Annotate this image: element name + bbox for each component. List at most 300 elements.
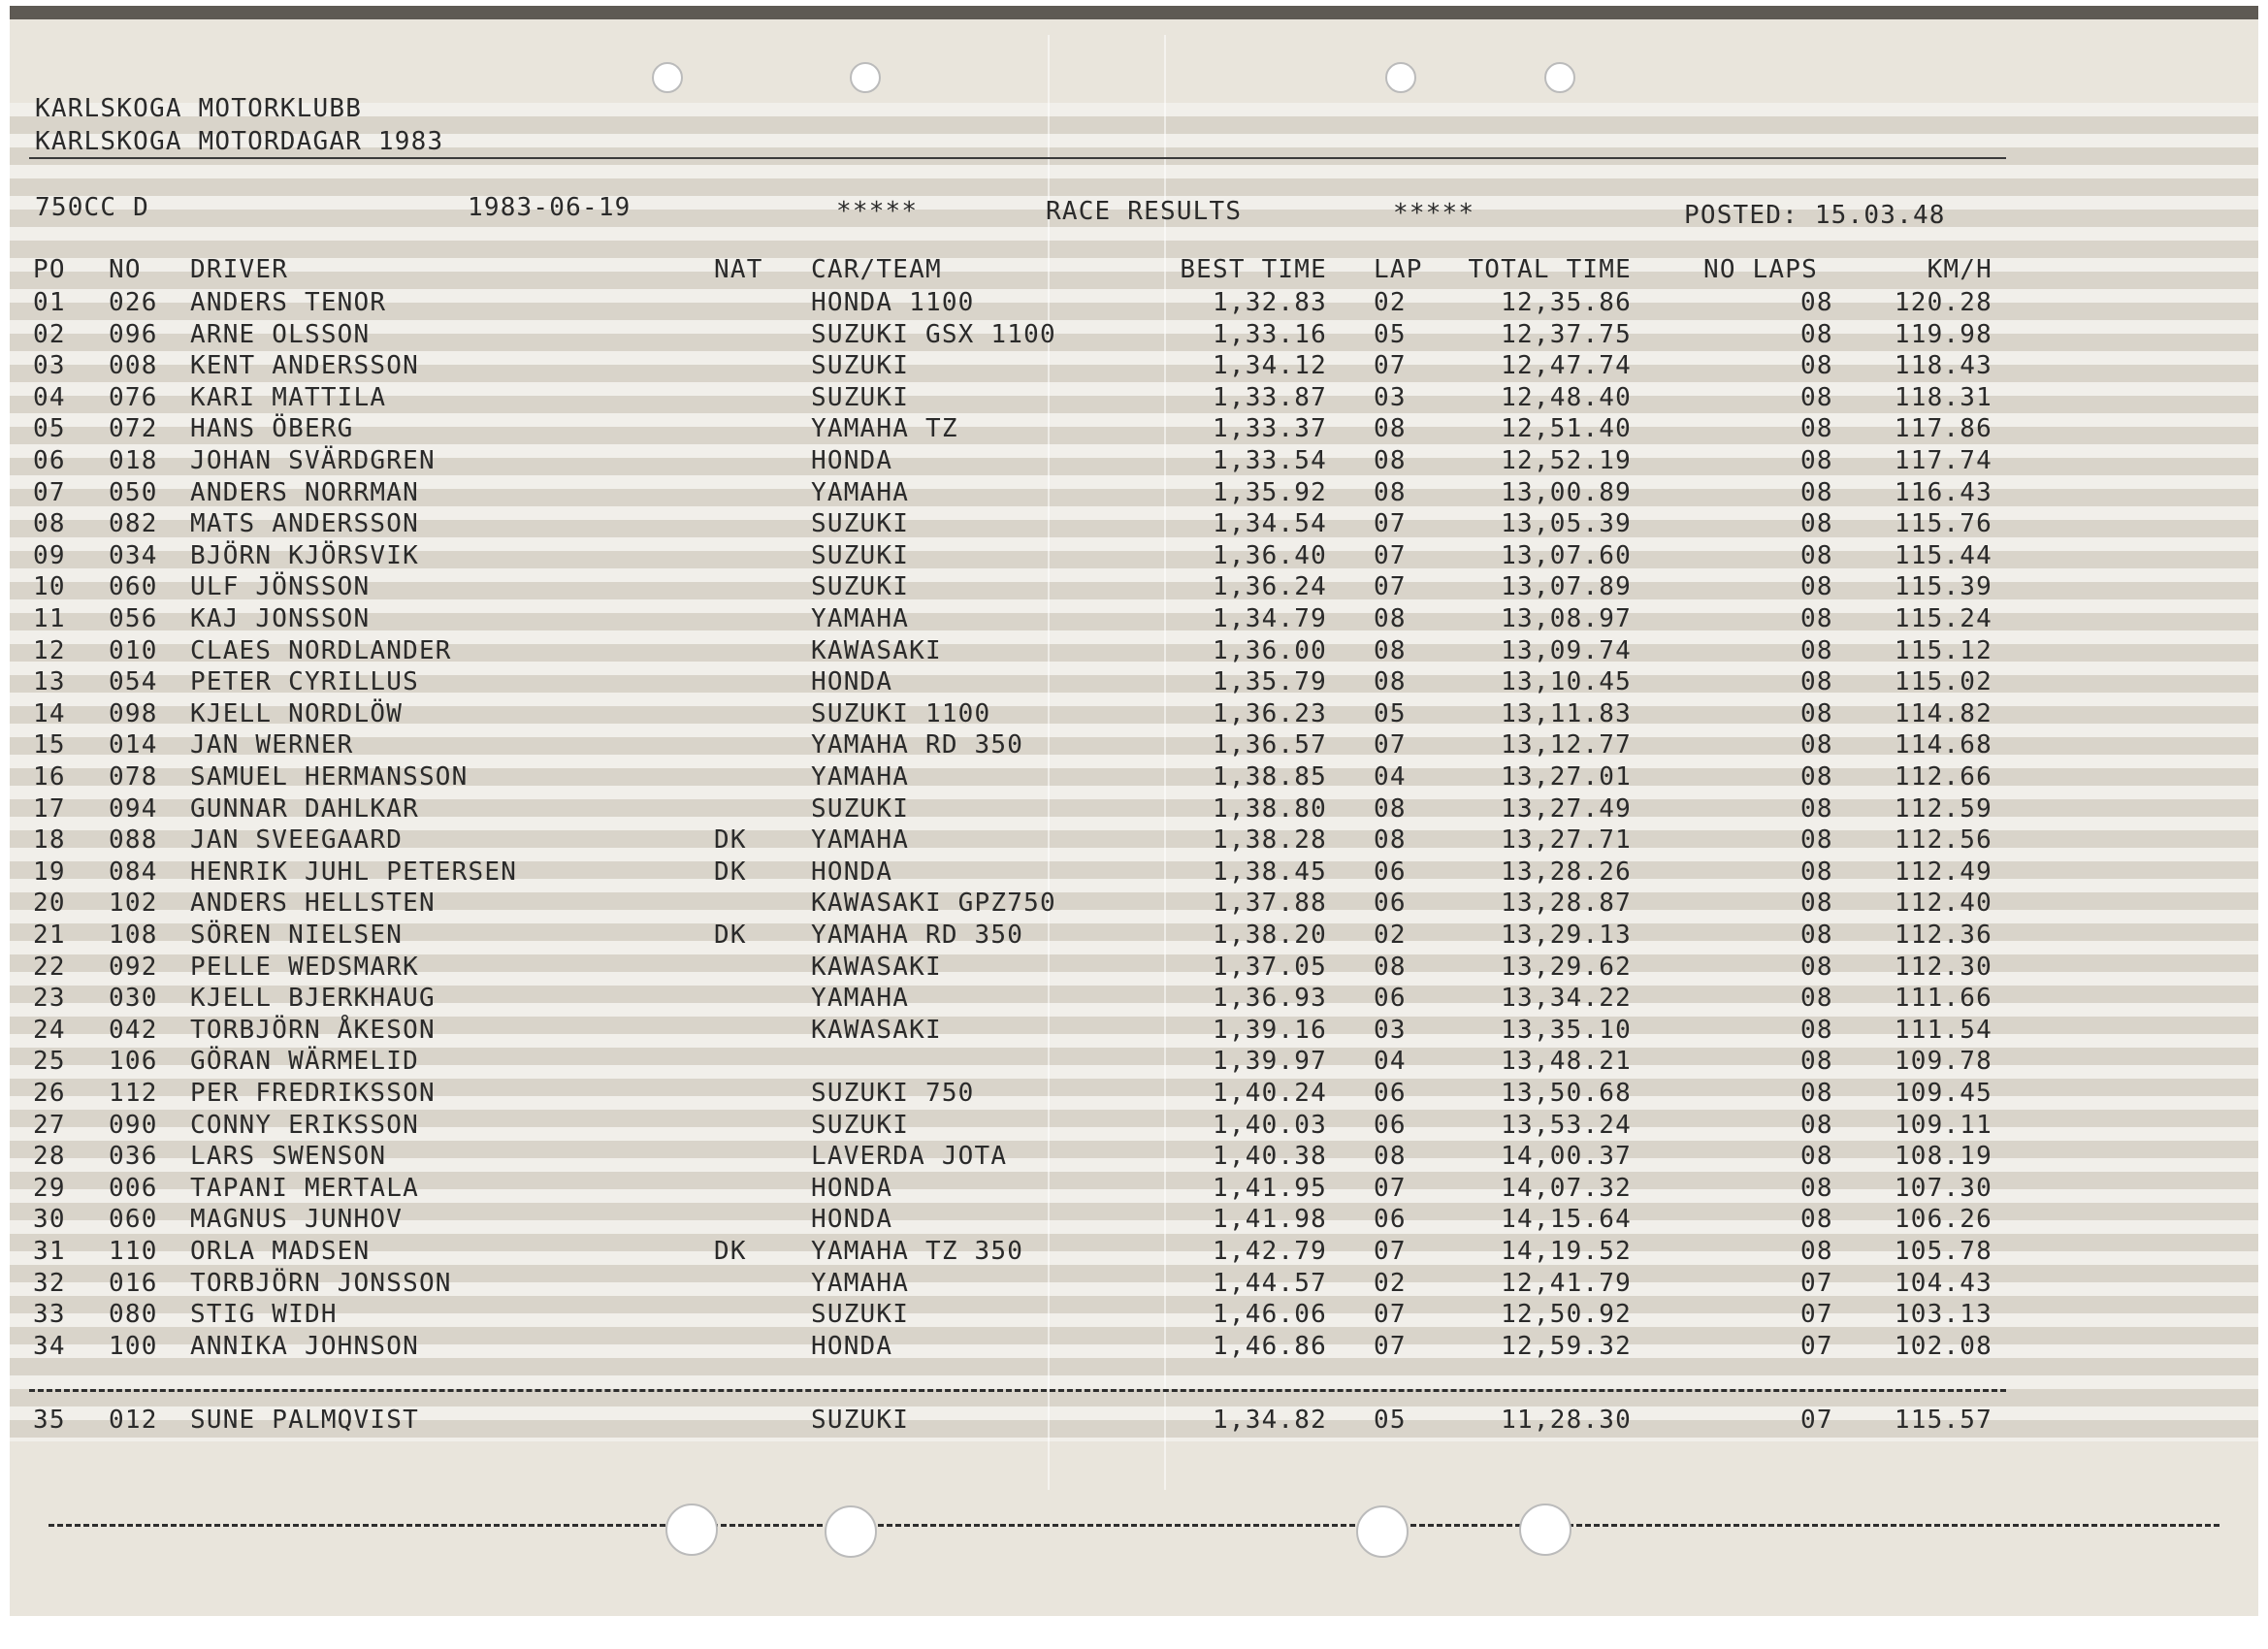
cell-lap: 08 xyxy=(1374,825,1407,856)
cell-no: 056 xyxy=(109,604,158,633)
cell-best-time: 1,41.98 xyxy=(1213,1205,1327,1235)
cell-lap: 06 xyxy=(1374,889,1407,919)
stars-left: ***** xyxy=(836,197,919,226)
cell-kmh: 112.30 xyxy=(1894,952,1993,982)
cell-lap: 06 xyxy=(1374,1079,1407,1108)
cell-no-laps: 08 xyxy=(1800,540,1833,570)
col-driver: DRIVER xyxy=(190,255,289,284)
cell-best-time: 1,33.87 xyxy=(1213,382,1327,412)
table-row xyxy=(10,1405,2258,1436)
cell-no-laps: 07 xyxy=(1800,1268,1833,1298)
cell-no-laps: 08 xyxy=(1800,319,1833,349)
cell-kmh: 109.78 xyxy=(1894,1047,1993,1077)
cell-po: 19 xyxy=(33,857,66,887)
cell-no: 060 xyxy=(109,572,158,602)
cell-kmh: 106.26 xyxy=(1894,1205,1993,1235)
cell-driver: ANDERS TENOR xyxy=(190,288,387,317)
cell-lap: 06 xyxy=(1374,857,1407,887)
cell-po: 10 xyxy=(33,572,66,602)
col-no: NO xyxy=(109,255,142,284)
cell-car: YAMAHA xyxy=(811,477,910,507)
cell-no: 076 xyxy=(109,382,158,412)
cell-driver: MAGNUS JUNHOV xyxy=(190,1205,404,1235)
cell-no-laps: 08 xyxy=(1800,1205,1833,1235)
cell-kmh: 112.40 xyxy=(1894,889,1993,919)
cell-car: HONDA xyxy=(811,1173,893,1203)
cell-driver: JAN SVEEGAARD xyxy=(190,825,404,856)
cell-driver: GUNNAR DAHLKAR xyxy=(190,793,419,824)
cell-total-time: 13,00.89 xyxy=(1501,477,1632,507)
cell-no: 100 xyxy=(109,1331,158,1361)
cell-no-laps: 07 xyxy=(1800,1300,1833,1330)
cell-driver: ULF JÖNSSON xyxy=(190,572,371,602)
cell-best-time: 1,40.24 xyxy=(1213,1079,1327,1108)
cell-driver: TORBJÖRN ÅKESON xyxy=(190,1015,436,1045)
cell-driver: ORLA MADSEN xyxy=(190,1237,371,1266)
cell-best-time: 1,38.45 xyxy=(1213,857,1327,887)
cell-best-time: 1,42.79 xyxy=(1213,1237,1327,1266)
table-row xyxy=(10,1204,2258,1235)
cell-nat: DK xyxy=(714,921,747,950)
cell-po: 13 xyxy=(33,667,66,697)
cell-po: 20 xyxy=(33,889,66,919)
cell-best-time: 1,40.03 xyxy=(1213,1110,1327,1140)
table-row xyxy=(10,1173,2258,1204)
cell-no: 042 xyxy=(109,1015,158,1045)
table-row xyxy=(10,761,2258,792)
cell-no: 010 xyxy=(109,635,158,665)
cell-car: SUZUKI xyxy=(811,572,910,602)
tear-line xyxy=(49,1524,2219,1527)
cell-no: 050 xyxy=(109,477,158,507)
cell-po: 30 xyxy=(33,1205,66,1235)
cell-total-time: 14,07.32 xyxy=(1501,1173,1632,1203)
cell-kmh: 112.66 xyxy=(1894,762,1993,792)
club-name: KARLSKOGA MOTORKLUBB xyxy=(35,94,363,123)
cell-driver: ANNIKA JOHNSON xyxy=(190,1331,419,1361)
cell-best-time: 1,38.20 xyxy=(1213,921,1327,950)
cell-driver: TAPANI MERTALA xyxy=(190,1173,419,1203)
cell-kmh: 114.68 xyxy=(1894,730,1993,760)
cell-car: SUZUKI xyxy=(811,540,910,570)
cell-po: 32 xyxy=(33,1268,66,1298)
cell-car: KAWASAKI xyxy=(811,1015,942,1045)
cell-po: 22 xyxy=(33,952,66,982)
table-row xyxy=(10,1299,2258,1330)
cell-total-time: 12,50.92 xyxy=(1501,1300,1632,1330)
cell-best-time: 1,33.37 xyxy=(1213,414,1327,444)
cell-po: 25 xyxy=(33,1047,66,1077)
cell-no-laps: 07 xyxy=(1800,1331,1833,1361)
cell-po: 08 xyxy=(33,509,66,539)
cell-lap: 02 xyxy=(1374,288,1407,317)
punch-hole xyxy=(1356,1505,1409,1558)
cell-no: 110 xyxy=(109,1237,158,1266)
cell-lap: 06 xyxy=(1374,1110,1407,1140)
cell-car: HONDA 1100 xyxy=(811,288,975,317)
col-po: PO xyxy=(33,255,66,284)
cell-lap: 05 xyxy=(1374,1406,1407,1435)
cell-car: KAWASAKI GPZ750 xyxy=(811,889,1056,919)
cell-car: YAMAHA TZ xyxy=(811,414,958,444)
cell-total-time: 13,29.62 xyxy=(1501,952,1632,982)
cell-no: 014 xyxy=(109,730,158,760)
cell-driver: PETER CYRILLUS xyxy=(190,667,419,697)
cell-lap: 07 xyxy=(1374,1300,1407,1330)
cell-car: SUZUKI xyxy=(811,793,910,824)
cell-best-time: 1,38.85 xyxy=(1213,762,1327,792)
cell-car: KAWASAKI xyxy=(811,635,942,665)
cell-lap: 07 xyxy=(1374,1237,1407,1266)
cell-no-laps: 08 xyxy=(1800,730,1833,760)
cell-driver: ARNE OLSSON xyxy=(190,319,371,349)
cell-lap: 03 xyxy=(1374,1015,1407,1045)
cell-best-time: 1,34.79 xyxy=(1213,604,1327,633)
cell-total-time: 12,41.79 xyxy=(1501,1268,1632,1298)
cell-no: 112 xyxy=(109,1079,158,1108)
punch-hole xyxy=(1385,62,1416,93)
cell-no: 080 xyxy=(109,1300,158,1330)
cell-lap: 04 xyxy=(1374,1047,1407,1077)
cell-no: 082 xyxy=(109,509,158,539)
cell-driver: KAJ JONSSON xyxy=(190,604,371,633)
table-end-rule xyxy=(29,1389,2006,1392)
cell-car: HONDA xyxy=(811,446,893,475)
cell-no: 026 xyxy=(109,288,158,317)
cell-no-laps: 07 xyxy=(1800,1406,1833,1435)
cell-car: KAWASAKI xyxy=(811,952,942,982)
cell-driver: PELLE WEDSMARK xyxy=(190,952,419,982)
cell-best-time: 1,36.40 xyxy=(1213,540,1327,570)
cell-driver: MATS ANDERSSON xyxy=(190,509,419,539)
cell-po: 16 xyxy=(33,762,66,792)
table-row xyxy=(10,382,2258,413)
cell-kmh: 111.66 xyxy=(1894,984,1993,1014)
cell-lap: 02 xyxy=(1374,1268,1407,1298)
cell-total-time: 13,34.22 xyxy=(1501,984,1632,1014)
cell-lap: 07 xyxy=(1374,730,1407,760)
cell-no-laps: 08 xyxy=(1800,984,1833,1014)
col-best-time: BEST TIME xyxy=(1180,255,1327,284)
cell-car: YAMAHA xyxy=(811,825,910,856)
cell-kmh: 117.86 xyxy=(1894,414,1993,444)
cell-no-laps: 08 xyxy=(1800,604,1833,633)
cell-driver: BJÖRN KJÖRSVIK xyxy=(190,540,419,570)
cell-lap: 06 xyxy=(1374,984,1407,1014)
cell-no-laps: 08 xyxy=(1800,1079,1833,1108)
stars-right: ***** xyxy=(1393,199,1475,228)
table-row xyxy=(10,1078,2258,1109)
table-row xyxy=(10,1046,2258,1077)
cell-no-laps: 08 xyxy=(1800,857,1833,887)
cell-po: 17 xyxy=(33,793,66,824)
punch-hole xyxy=(825,1505,877,1558)
cell-no-laps: 08 xyxy=(1800,572,1833,602)
cell-nat: DK xyxy=(714,857,747,887)
cell-best-time: 1,44.57 xyxy=(1213,1268,1327,1298)
table-row xyxy=(10,666,2258,697)
cell-driver: KJELL BJERKHAUG xyxy=(190,984,436,1014)
cell-no: 084 xyxy=(109,857,158,887)
cell-lap: 07 xyxy=(1374,351,1407,381)
cell-driver: SÖREN NIELSEN xyxy=(190,921,404,950)
cell-car: SUZUKI xyxy=(811,1406,910,1435)
cell-no-laps: 08 xyxy=(1800,477,1833,507)
cell-total-time: 13,07.89 xyxy=(1501,572,1632,602)
col-lap: LAP xyxy=(1374,255,1423,284)
sheet-top-edge xyxy=(10,6,2258,19)
cell-kmh: 115.76 xyxy=(1894,509,1993,539)
punch-hole xyxy=(665,1504,718,1556)
cell-lap: 08 xyxy=(1374,793,1407,824)
cell-lap: 05 xyxy=(1374,319,1407,349)
cell-po: 27 xyxy=(33,1110,66,1140)
cell-best-time: 1,38.28 xyxy=(1213,825,1327,856)
cell-total-time: 13,07.60 xyxy=(1501,540,1632,570)
cell-lap: 08 xyxy=(1374,414,1407,444)
cell-car: YAMAHA TZ 350 xyxy=(811,1237,1024,1266)
cell-kmh: 105.78 xyxy=(1894,1237,1993,1266)
cell-car: YAMAHA xyxy=(811,604,910,633)
cell-car: HONDA xyxy=(811,667,893,697)
cell-car: SUZUKI xyxy=(811,351,910,381)
cell-no: 054 xyxy=(109,667,158,697)
table-row xyxy=(10,571,2258,602)
cell-no-laps: 08 xyxy=(1800,414,1833,444)
table-row xyxy=(10,824,2258,856)
punch-hole xyxy=(850,62,881,93)
cell-no: 092 xyxy=(109,952,158,982)
cell-kmh: 120.28 xyxy=(1894,288,1993,317)
cell-po: 33 xyxy=(33,1300,66,1330)
cell-kmh: 108.19 xyxy=(1894,1142,1993,1172)
cell-car: YAMAHA xyxy=(811,762,910,792)
cell-kmh: 118.43 xyxy=(1894,351,1993,381)
cell-no: 012 xyxy=(109,1406,158,1435)
punch-hole xyxy=(1544,62,1575,93)
cell-no-laps: 08 xyxy=(1800,446,1833,475)
cell-car: YAMAHA RD 350 xyxy=(811,921,1024,950)
col-car: CAR/TEAM xyxy=(811,255,942,284)
cell-total-time: 13,27.49 xyxy=(1501,793,1632,824)
cell-no-laps: 08 xyxy=(1800,1142,1833,1172)
cell-best-time: 1,33.54 xyxy=(1213,446,1327,475)
cell-po: 29 xyxy=(33,1173,66,1203)
cell-best-time: 1,32.83 xyxy=(1213,288,1327,317)
cell-best-time: 1,37.05 xyxy=(1213,952,1327,982)
cell-driver: LARS SWENSON xyxy=(190,1142,387,1172)
table-row xyxy=(10,603,2258,634)
cell-best-time: 1,39.97 xyxy=(1213,1047,1327,1077)
cell-driver: PER FREDRIKSSON xyxy=(190,1079,436,1108)
cell-lap: 08 xyxy=(1374,477,1407,507)
table-row xyxy=(10,477,2258,508)
cell-no: 018 xyxy=(109,446,158,475)
cell-no-laps: 08 xyxy=(1800,382,1833,412)
cell-po: 05 xyxy=(33,414,66,444)
cell-best-time: 1,36.23 xyxy=(1213,698,1327,728)
cell-lap: 08 xyxy=(1374,446,1407,475)
cell-total-time: 13,11.83 xyxy=(1501,698,1632,728)
cell-kmh: 102.08 xyxy=(1894,1331,1993,1361)
cell-lap: 07 xyxy=(1374,572,1407,602)
cell-total-time: 12,51.40 xyxy=(1501,414,1632,444)
cell-car: HONDA xyxy=(811,1205,893,1235)
col-no-laps: NO LAPS xyxy=(1703,255,1818,284)
cell-po: 09 xyxy=(33,540,66,570)
cell-driver: GÖRAN WÄRMELID xyxy=(190,1047,419,1077)
cell-best-time: 1,34.54 xyxy=(1213,509,1327,539)
cell-po: 26 xyxy=(33,1079,66,1108)
cell-kmh: 107.30 xyxy=(1894,1173,1993,1203)
table-row xyxy=(10,1268,2258,1299)
cell-driver: SUNE PALMQVIST xyxy=(190,1406,419,1435)
table-row xyxy=(10,287,2258,318)
cell-no-laps: 08 xyxy=(1800,635,1833,665)
cell-no-laps: 08 xyxy=(1800,509,1833,539)
cell-lap: 08 xyxy=(1374,635,1407,665)
table-row xyxy=(10,1236,2258,1267)
table-row xyxy=(10,350,2258,381)
cell-total-time: 13,10.45 xyxy=(1501,667,1632,697)
cell-car: SUZUKI xyxy=(811,1300,910,1330)
cell-no: 102 xyxy=(109,889,158,919)
cell-total-time: 13,28.26 xyxy=(1501,857,1632,887)
cell-no-laps: 08 xyxy=(1800,1173,1833,1203)
table-row xyxy=(10,698,2258,729)
cell-total-time: 14,00.37 xyxy=(1501,1142,1632,1172)
cell-po: 28 xyxy=(33,1142,66,1172)
cell-driver: ANDERS NORRMAN xyxy=(190,477,419,507)
cell-no: 072 xyxy=(109,414,158,444)
cell-driver: KENT ANDERSSON xyxy=(190,351,419,381)
cell-po: 12 xyxy=(33,635,66,665)
cell-no: 108 xyxy=(109,921,158,950)
cell-total-time: 13,53.24 xyxy=(1501,1110,1632,1140)
cell-kmh: 112.56 xyxy=(1894,825,1993,856)
column-header-row xyxy=(10,254,2258,285)
cell-kmh: 112.36 xyxy=(1894,921,1993,950)
cell-driver: SAMUEL HERMANSSON xyxy=(190,762,469,792)
cell-total-time: 12,59.32 xyxy=(1501,1331,1632,1361)
cell-driver: JOHAN SVÄRDGREN xyxy=(190,446,436,475)
cell-driver: CLAES NORDLANDER xyxy=(190,635,452,665)
cell-driver: ANDERS HELLSTEN xyxy=(190,889,436,919)
cell-total-time: 13,27.01 xyxy=(1501,762,1632,792)
cell-no-laps: 08 xyxy=(1800,793,1833,824)
cell-best-time: 1,46.86 xyxy=(1213,1331,1327,1361)
cell-po: 03 xyxy=(33,351,66,381)
cell-kmh: 115.02 xyxy=(1894,667,1993,697)
cell-lap: 04 xyxy=(1374,762,1407,792)
cell-car: LAVERDA JOTA xyxy=(811,1142,1008,1172)
cell-po: 02 xyxy=(33,319,66,349)
cell-no: 094 xyxy=(109,793,158,824)
cell-no-laps: 08 xyxy=(1800,351,1833,381)
cell-kmh: 112.49 xyxy=(1894,857,1993,887)
cell-lap: 06 xyxy=(1374,1205,1407,1235)
cell-po: 06 xyxy=(33,446,66,475)
cell-kmh: 111.54 xyxy=(1894,1015,1993,1045)
cell-best-time: 1,38.80 xyxy=(1213,793,1327,824)
cell-kmh: 104.43 xyxy=(1894,1268,1993,1298)
cell-total-time: 13,35.10 xyxy=(1501,1015,1632,1045)
cell-lap: 03 xyxy=(1374,382,1407,412)
class-label: 750CC D xyxy=(35,193,149,222)
cell-po: 07 xyxy=(33,477,66,507)
cell-best-time: 1,36.24 xyxy=(1213,572,1327,602)
cell-driver: HANS ÖBERG xyxy=(190,414,354,444)
cell-no: 088 xyxy=(109,825,158,856)
cell-car: SUZUKI 1100 xyxy=(811,698,991,728)
cell-car: SUZUKI 750 xyxy=(811,1079,975,1108)
cell-kmh: 115.39 xyxy=(1894,572,1993,602)
cell-car: SUZUKI xyxy=(811,382,910,412)
cell-total-time: 11,28.30 xyxy=(1501,1406,1632,1435)
cell-best-time: 1,40.38 xyxy=(1213,1142,1327,1172)
table-row xyxy=(10,857,2258,888)
cell-kmh: 112.59 xyxy=(1894,793,1993,824)
cell-no-laps: 08 xyxy=(1800,1047,1833,1077)
cell-kmh: 115.12 xyxy=(1894,635,1993,665)
cell-total-time: 12,35.86 xyxy=(1501,288,1632,317)
cell-no-laps: 08 xyxy=(1800,825,1833,856)
cell-kmh: 118.31 xyxy=(1894,382,1993,412)
cell-no-laps: 08 xyxy=(1800,921,1833,950)
cell-lap: 08 xyxy=(1374,667,1407,697)
race-date: 1983-06-19 xyxy=(468,193,632,222)
cell-car: SUZUKI GSX 1100 xyxy=(811,319,1056,349)
cell-total-time: 13,29.13 xyxy=(1501,921,1632,950)
table-row xyxy=(10,920,2258,951)
table-row xyxy=(10,729,2258,760)
cell-lap: 08 xyxy=(1374,1142,1407,1172)
punch-hole xyxy=(1519,1504,1571,1556)
printout-sheet xyxy=(10,6,2258,1616)
cell-po: 14 xyxy=(33,698,66,728)
cell-kmh: 116.43 xyxy=(1894,477,1993,507)
cell-no: 060 xyxy=(109,1205,158,1235)
cell-total-time: 12,37.75 xyxy=(1501,319,1632,349)
cell-po: 15 xyxy=(33,730,66,760)
cell-po: 21 xyxy=(33,921,66,950)
cell-kmh: 103.13 xyxy=(1894,1300,1993,1330)
cell-lap: 07 xyxy=(1374,1173,1407,1203)
cell-best-time: 1,33.16 xyxy=(1213,319,1327,349)
cell-no: 096 xyxy=(109,319,158,349)
cell-po: 23 xyxy=(33,984,66,1014)
cell-driver: TORBJÖRN JONSSON xyxy=(190,1268,452,1298)
col-kmh: KM/H xyxy=(1927,255,1993,284)
table-row xyxy=(10,540,2258,571)
cell-car: YAMAHA RD 350 xyxy=(811,730,1024,760)
cell-kmh: 109.11 xyxy=(1894,1110,1993,1140)
table-row xyxy=(10,635,2258,666)
cell-car: HONDA xyxy=(811,857,893,887)
cell-total-time: 13,05.39 xyxy=(1501,509,1632,539)
table-row xyxy=(10,983,2258,1014)
cell-lap: 07 xyxy=(1374,1331,1407,1361)
cell-no-laps: 08 xyxy=(1800,288,1833,317)
table-row xyxy=(10,445,2258,476)
cell-car: YAMAHA xyxy=(811,984,910,1014)
cell-driver: KARI MATTILA xyxy=(190,382,387,412)
cell-po: 18 xyxy=(33,825,66,856)
cell-lap: 05 xyxy=(1374,698,1407,728)
cell-no: 030 xyxy=(109,984,158,1014)
cell-total-time: 12,52.19 xyxy=(1501,446,1632,475)
cell-po: 04 xyxy=(33,382,66,412)
